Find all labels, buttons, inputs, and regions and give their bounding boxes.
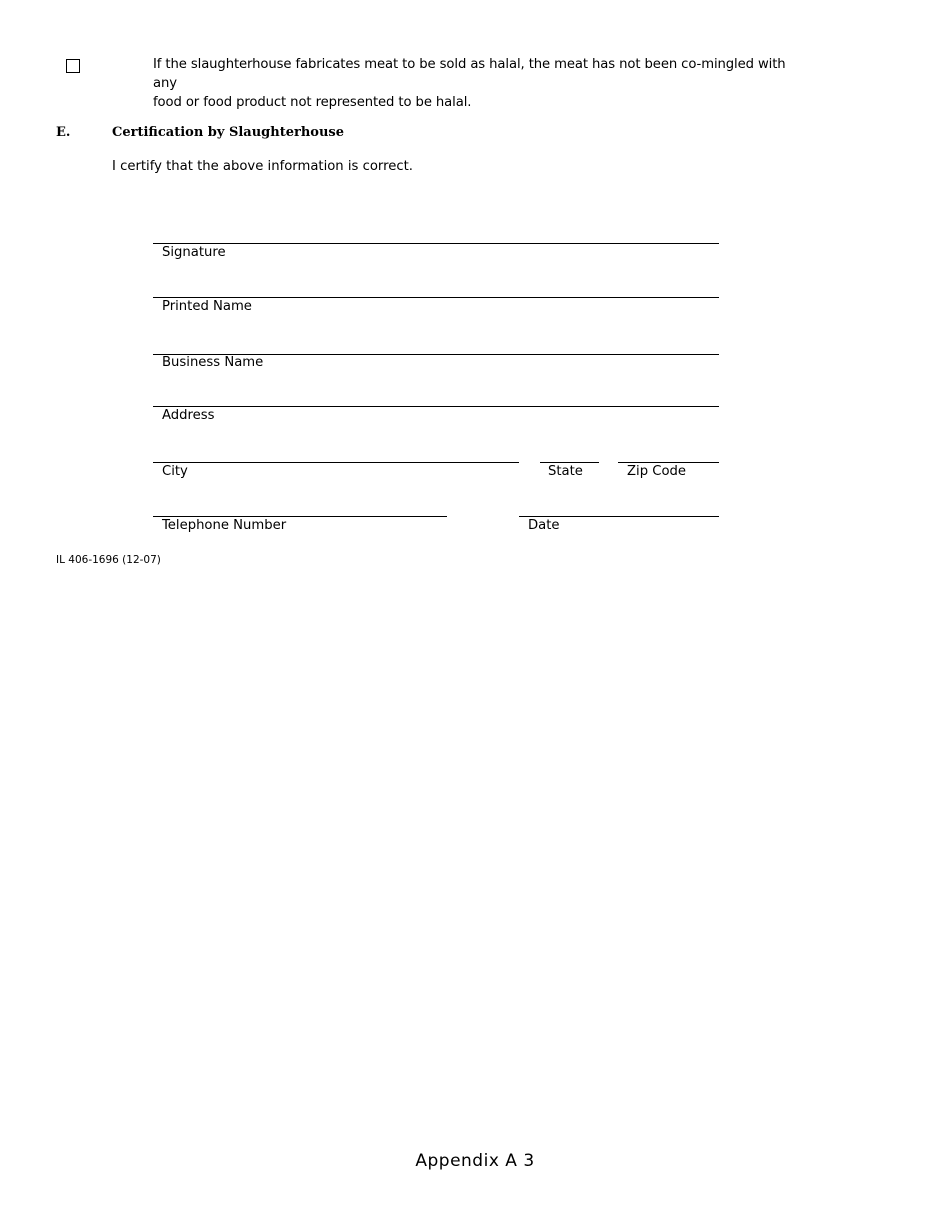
telephone-field[interactable] [153,516,447,517]
section-title: Certification by Slaughterhouse [112,125,344,140]
zip-code-label: Zip Code [627,464,687,479]
printed-name-field[interactable] [153,297,719,298]
date-label: Date [528,518,560,533]
address-field[interactable] [153,406,719,407]
zip-code-field[interactable] [618,462,719,463]
signature-label: Signature [162,245,226,260]
printed-name-label: Printed Name [162,299,252,314]
section-letter: E. [56,125,71,140]
page-footer: Appendix A 3 [415,1151,535,1171]
form-id: IL 406-1696 (12-07) [56,554,161,566]
state-field[interactable] [540,462,599,463]
business-name-label: Business Name [162,355,264,370]
halal-statement-line-1: If the slaughterhouse fabricates meat to be sold as halal, the meat has not been co-mingled with any [153,57,786,91]
halal-statement [153,55,813,112]
city-field[interactable] [153,462,519,463]
state-label: State [548,464,583,479]
signature-field[interactable] [153,243,719,244]
halal-statement-line-2: food or food product not represented to be halal. [153,95,472,110]
telephone-label: Telephone Number [162,518,287,533]
halal-checkbox[interactable] [66,59,80,73]
certification-statement: I certify that the above information is correct. [112,159,413,174]
date-field[interactable] [519,516,719,517]
address-label: Address [162,408,215,423]
city-label: City [162,464,188,479]
